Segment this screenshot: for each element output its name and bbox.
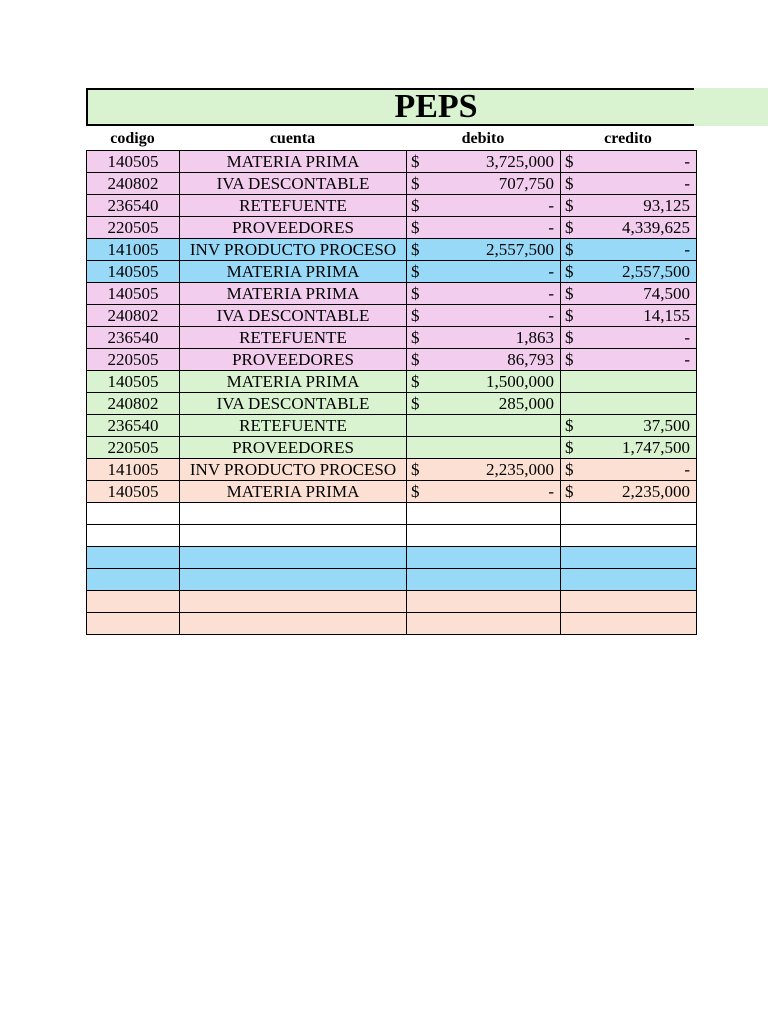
credito-amount bbox=[561, 482, 696, 502]
currency-symbol: $ bbox=[411, 261, 420, 281]
credito-value: 2,557,500 bbox=[622, 261, 690, 281]
table-row bbox=[87, 371, 697, 393]
cell-codigo[interactable] bbox=[87, 503, 180, 525]
currency-symbol: $ bbox=[565, 459, 574, 479]
cell-credito[interactable] bbox=[561, 525, 697, 547]
ledger-table bbox=[86, 150, 697, 635]
cell-codigo[interactable]: 240802 bbox=[87, 173, 180, 195]
credito-amount bbox=[561, 284, 696, 304]
header-debito: debito bbox=[461, 129, 505, 147]
credito-amount bbox=[561, 328, 696, 348]
debito-amount bbox=[407, 174, 560, 194]
cell-debito[interactable] bbox=[407, 459, 561, 481]
cell-credito[interactable] bbox=[561, 305, 697, 327]
credito-amount bbox=[561, 306, 696, 326]
cell-credito[interactable] bbox=[561, 503, 697, 525]
table-row bbox=[87, 503, 697, 525]
cell-cuenta[interactable]: IVA DESCONTABLE bbox=[180, 305, 407, 327]
cell-credito[interactable] bbox=[561, 547, 697, 569]
table-row bbox=[87, 195, 697, 217]
currency-symbol: $ bbox=[411, 217, 420, 237]
cell-codigo[interactable] bbox=[87, 525, 180, 547]
cell-cuenta[interactable]: INV PRODUCTO PROCESO bbox=[180, 239, 407, 261]
debito-value: 2,235,000 bbox=[486, 459, 554, 479]
cell-debito[interactable] bbox=[407, 151, 561, 173]
currency-symbol: $ bbox=[411, 173, 420, 193]
credito-value: - bbox=[684, 239, 690, 259]
cell-codigo[interactable] bbox=[87, 591, 180, 613]
currency-symbol: $ bbox=[565, 173, 574, 193]
debito-amount bbox=[407, 372, 560, 392]
credito-value: 93,125 bbox=[643, 195, 690, 215]
cell-cuenta[interactable]: PROVEEDORES bbox=[180, 217, 407, 239]
cell-credito[interactable] bbox=[561, 173, 697, 195]
cell-codigo[interactable]: 141005 bbox=[87, 459, 180, 481]
table-row bbox=[87, 173, 697, 195]
cell-credito[interactable] bbox=[561, 481, 697, 503]
debito-value: 2,557,500 bbox=[486, 239, 554, 259]
currency-symbol: $ bbox=[565, 239, 574, 259]
debito-value: 86,793 bbox=[507, 349, 554, 369]
cell-cuenta[interactable] bbox=[180, 503, 407, 525]
cell-codigo[interactable]: 220505 bbox=[87, 349, 180, 371]
currency-symbol: $ bbox=[411, 349, 420, 369]
table-row bbox=[87, 151, 697, 173]
cell-cuenta[interactable]: IVA DESCONTABLE bbox=[180, 173, 407, 195]
cell-cuenta[interactable]: PROVEEDORES bbox=[180, 349, 407, 371]
debito-amount bbox=[407, 350, 560, 370]
cell-cuenta[interactable]: PROVEEDORES bbox=[180, 437, 407, 459]
debito-value: 1,863 bbox=[515, 327, 554, 347]
credito-amount bbox=[561, 416, 696, 436]
debito-value: 707,750 bbox=[498, 173, 554, 193]
debito-value: 285,000 bbox=[498, 393, 554, 413]
credito-value: 37,500 bbox=[643, 415, 690, 435]
cell-debito[interactable] bbox=[407, 547, 561, 569]
credito-value: - bbox=[684, 327, 690, 347]
currency-symbol: $ bbox=[565, 283, 574, 303]
table-row bbox=[87, 481, 697, 503]
table-row bbox=[87, 283, 697, 305]
cell-codigo[interactable]: 140505 bbox=[87, 151, 180, 173]
table-row bbox=[87, 239, 697, 261]
credito-amount bbox=[561, 350, 696, 370]
cell-codigo[interactable] bbox=[87, 547, 180, 569]
cell-debito[interactable] bbox=[407, 349, 561, 371]
debito-value: 1,500,000 bbox=[486, 371, 554, 391]
debito-value: 3,725,000 bbox=[486, 151, 554, 171]
currency-symbol: $ bbox=[411, 151, 420, 171]
cell-cuenta[interactable] bbox=[180, 613, 407, 635]
currency-symbol: $ bbox=[565, 481, 574, 501]
cell-debito[interactable] bbox=[407, 613, 561, 635]
credito-amount bbox=[561, 262, 696, 282]
cell-credito[interactable] bbox=[561, 239, 697, 261]
currency-symbol: $ bbox=[411, 305, 420, 325]
cell-cuenta[interactable]: MATERIA PRIMA bbox=[180, 283, 407, 305]
cell-credito[interactable] bbox=[561, 569, 697, 591]
table-row bbox=[87, 547, 697, 569]
cell-debito[interactable] bbox=[407, 591, 561, 613]
cell-credito[interactable] bbox=[561, 327, 697, 349]
cell-codigo[interactable]: 140505 bbox=[87, 283, 180, 305]
debito-value: - bbox=[548, 283, 554, 303]
cell-credito[interactable] bbox=[561, 437, 697, 459]
cell-cuenta[interactable]: MATERIA PRIMA bbox=[180, 261, 407, 283]
cell-credito[interactable] bbox=[561, 393, 697, 415]
debito-amount bbox=[407, 262, 560, 282]
debito-value: - bbox=[548, 261, 554, 281]
cell-debito[interactable] bbox=[407, 305, 561, 327]
debito-value: - bbox=[548, 195, 554, 215]
header-credito: credito bbox=[604, 129, 652, 147]
debito-amount bbox=[407, 328, 560, 348]
cell-cuenta[interactable] bbox=[180, 591, 407, 613]
credito-value: - bbox=[684, 151, 690, 171]
credito-value: - bbox=[684, 349, 690, 369]
cell-debito[interactable] bbox=[407, 569, 561, 591]
cell-credito[interactable] bbox=[561, 217, 697, 239]
page-title: PEPS bbox=[394, 88, 478, 125]
cell-debito[interactable] bbox=[407, 525, 561, 547]
currency-symbol: $ bbox=[565, 261, 574, 281]
cell-cuenta[interactable]: RETEFUENTE bbox=[180, 415, 407, 437]
cell-cuenta[interactable] bbox=[180, 525, 407, 547]
credito-value: - bbox=[684, 459, 690, 479]
currency-symbol: $ bbox=[565, 217, 574, 237]
table-row bbox=[87, 349, 697, 371]
credito-value: - bbox=[684, 173, 690, 193]
table-row bbox=[87, 393, 697, 415]
table-row bbox=[87, 415, 697, 437]
cell-debito[interactable] bbox=[407, 393, 561, 415]
cell-codigo[interactable]: 140505 bbox=[87, 371, 180, 393]
cell-debito[interactable] bbox=[407, 437, 561, 459]
table-row bbox=[87, 305, 697, 327]
currency-symbol: $ bbox=[565, 327, 574, 347]
debito-amount bbox=[407, 394, 560, 414]
cell-codigo[interactable]: 220505 bbox=[87, 217, 180, 239]
debito-amount bbox=[407, 284, 560, 304]
cell-codigo[interactable]: 220505 bbox=[87, 437, 180, 459]
cell-cuenta[interactable]: MATERIA PRIMA bbox=[180, 481, 407, 503]
cell-cuenta[interactable] bbox=[180, 569, 407, 591]
cell-codigo[interactable]: 141005 bbox=[87, 239, 180, 261]
cell-debito[interactable] bbox=[407, 481, 561, 503]
cell-credito[interactable] bbox=[561, 261, 697, 283]
table-row bbox=[87, 327, 697, 349]
cell-codigo[interactable] bbox=[87, 569, 180, 591]
table-row bbox=[87, 569, 697, 591]
table-row bbox=[87, 459, 697, 481]
debito-amount bbox=[407, 152, 560, 172]
cell-debito[interactable] bbox=[407, 327, 561, 349]
currency-symbol: $ bbox=[411, 459, 420, 479]
credito-amount bbox=[561, 174, 696, 194]
credito-amount bbox=[561, 438, 696, 458]
column-header-row bbox=[86, 127, 696, 150]
cell-debito[interactable] bbox=[407, 503, 561, 525]
cell-debito[interactable] bbox=[407, 173, 561, 195]
cell-debito[interactable] bbox=[407, 261, 561, 283]
cell-cuenta[interactable] bbox=[180, 547, 407, 569]
table-row bbox=[87, 437, 697, 459]
table-row bbox=[87, 261, 697, 283]
cell-debito[interactable] bbox=[407, 371, 561, 393]
cell-credito[interactable] bbox=[561, 195, 697, 217]
cell-cuenta[interactable]: RETEFUENTE bbox=[180, 327, 407, 349]
credito-amount bbox=[561, 218, 696, 238]
debito-value: - bbox=[548, 217, 554, 237]
currency-symbol: $ bbox=[565, 437, 574, 457]
currency-symbol: $ bbox=[565, 195, 574, 215]
credito-amount bbox=[561, 152, 696, 172]
debito-amount bbox=[407, 240, 560, 260]
cell-codigo[interactable]: 140505 bbox=[87, 481, 180, 503]
cell-debito[interactable] bbox=[407, 239, 561, 261]
cell-credito[interactable] bbox=[561, 591, 697, 613]
currency-symbol: $ bbox=[411, 283, 420, 303]
currency-symbol: $ bbox=[411, 371, 420, 391]
currency-symbol: $ bbox=[565, 349, 574, 369]
cell-cuenta[interactable]: INV PRODUCTO PROCESO bbox=[180, 459, 407, 481]
table-row bbox=[87, 525, 697, 547]
header-cuenta: cuenta bbox=[269, 129, 316, 147]
credito-value: 14,155 bbox=[643, 305, 690, 325]
cell-codigo[interactable]: 236540 bbox=[87, 415, 180, 437]
table-row bbox=[87, 591, 697, 613]
cell-cuenta[interactable]: RETEFUENTE bbox=[180, 195, 407, 217]
cell-credito[interactable] bbox=[561, 459, 697, 481]
currency-symbol: $ bbox=[565, 305, 574, 325]
cell-codigo[interactable]: 236540 bbox=[87, 327, 180, 349]
cell-debito[interactable] bbox=[407, 217, 561, 239]
ledger-body bbox=[87, 151, 697, 635]
cell-codigo[interactable]: 240802 bbox=[87, 393, 180, 415]
currency-symbol: $ bbox=[411, 481, 420, 501]
debito-amount bbox=[407, 196, 560, 216]
debito-amount bbox=[407, 482, 560, 502]
credito-value: 4,339,625 bbox=[622, 217, 690, 237]
debito-amount bbox=[407, 218, 560, 238]
cell-credito[interactable] bbox=[561, 415, 697, 437]
title-cell[interactable] bbox=[86, 88, 694, 126]
credito-amount bbox=[561, 240, 696, 260]
cell-debito[interactable] bbox=[407, 283, 561, 305]
currency-symbol: $ bbox=[411, 195, 420, 215]
debito-amount bbox=[407, 306, 560, 326]
currency-symbol: $ bbox=[565, 415, 574, 435]
cell-debito[interactable] bbox=[407, 195, 561, 217]
cell-codigo[interactable]: 240802 bbox=[87, 305, 180, 327]
cell-credito[interactable] bbox=[561, 151, 697, 173]
debito-value: - bbox=[548, 481, 554, 501]
currency-symbol: $ bbox=[411, 239, 420, 259]
credito-value: 74,500 bbox=[643, 283, 690, 303]
credito-value: 2,235,000 bbox=[622, 481, 690, 501]
cell-cuenta[interactable]: MATERIA PRIMA bbox=[180, 371, 407, 393]
cell-codigo[interactable]: 236540 bbox=[87, 195, 180, 217]
currency-symbol: $ bbox=[411, 393, 420, 413]
table-row bbox=[87, 217, 697, 239]
credito-amount bbox=[561, 196, 696, 216]
header-codigo: codigo bbox=[110, 129, 155, 147]
cell-credito[interactable] bbox=[561, 349, 697, 371]
cell-codigo[interactable] bbox=[87, 613, 180, 635]
cell-cuenta[interactable]: MATERIA PRIMA bbox=[180, 151, 407, 173]
debito-value: - bbox=[548, 305, 554, 325]
cell-codigo[interactable]: 140505 bbox=[87, 261, 180, 283]
credito-amount bbox=[561, 460, 696, 480]
currency-symbol: $ bbox=[411, 327, 420, 347]
currency-symbol: $ bbox=[565, 151, 574, 171]
cell-debito[interactable] bbox=[407, 415, 561, 437]
cell-credito[interactable] bbox=[561, 613, 697, 635]
cell-cuenta[interactable]: IVA DESCONTABLE bbox=[180, 393, 407, 415]
cell-credito[interactable] bbox=[561, 283, 697, 305]
debito-amount bbox=[407, 460, 560, 480]
credito-value: 1,747,500 bbox=[622, 437, 690, 457]
cell-credito[interactable] bbox=[561, 371, 697, 393]
table-row bbox=[87, 613, 697, 635]
